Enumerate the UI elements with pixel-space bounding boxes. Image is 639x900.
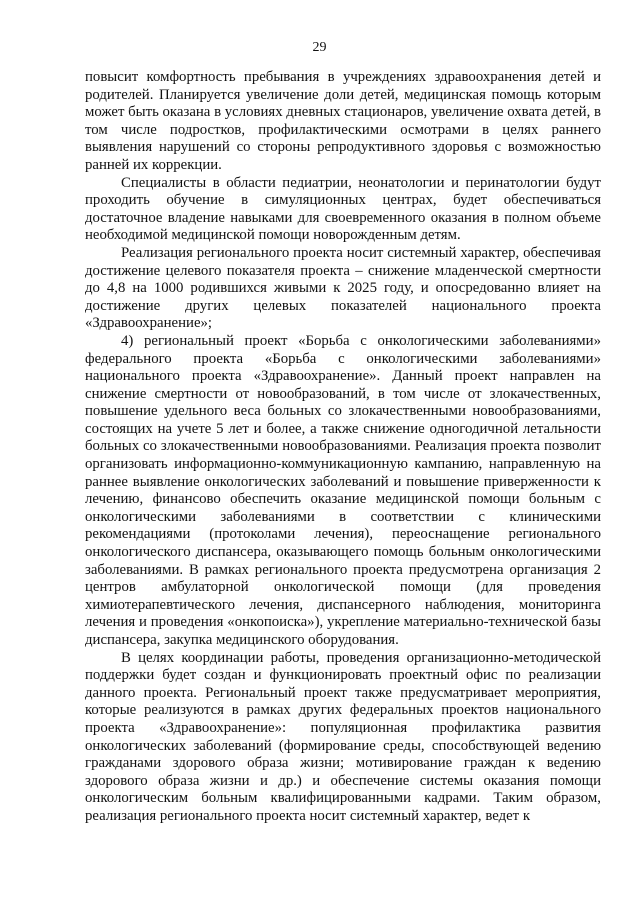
- document-body: [85, 69, 601, 826]
- paragraph-1: повысит комфортность пребывания в учреждениях здравоохранения детей и родителей. Планируется увеличение доли детей, медицинская помощь которым может быть оказана в условиях дневных стационаров, увеличение охвата детей, в том числе подростков, профилактическими осмотрами в целях раннего выявления нарушений со стороны репродуктивного здоровья с возможностью ранней их коррекции.: [85, 69, 601, 173]
- paragraph-2: Специалисты в области педиатрии, неонатологии и перинатологии будут проходить обучение в симуляционных центрах, будет обеспечиваться достаточное владение навыками для своевременного оказания в полном объеме необходимой медицинской помощи новорожденным детям.: [85, 174, 601, 244]
- page-number: 29: [312, 40, 327, 55]
- paragraph-4: 4) региональный проект «Борьба с онкологическими заболеваниями» федерального проекта «Борьба с онкологическими заболеваниями» национального проекта «Здравоохранение». Данный проект направлен на снижение смертности от новообразований, в том числе от злокачественных, повышение удельного веса больных со злокачественными новообразованиями, состоящих на учете 5 лет и более, а также снижение одногодичной летальности больных со злокачественными новообразованиями. Реализация проекта позволит организовать информационно-коммуникационную кампанию, направленную на раннее выявление онкологических заболеваний и повышение приверженности к лечению, финансово обеспечить оказание медицинской помощи больным с онкологическими заболеваниями в соответствии с клиническими рекомендациями (протоколами лечения), переоснащение регионального онкологического диспансера, оказывающего помощь больным онкологическими заболеваниями. В рамках регионального проекта предусмотрена организация 2 центров амбулаторной онкологической помощи (для проведения химиотерапевтического лечения, диспансерного наблюдения, мониторинга лечения и проведения «онкопоиска»), укрепление материально-технической базы диспансера, закупка медицинского оборудования.: [85, 332, 601, 648]
- paragraph-5: В целях координации работы, проведения организационно-методической поддержки будет создан и функционировать проектный офис по реализации данного проекта. Региональный проект также предусматривает мероприятия, которые реализуются в рамках других федеральных проектов национального проекта «Здравоохранение»: популяционная профилактика развития онкологических заболеваний (формирование среды, способствующей ведению гражданами здорового образа жизни; мотивирование граждан к ведению здорового образа жизни и др.) и обеспечение системы оказания помощи онкологическим больным квалифицированными кадрами. Таким образом, реализация регионального проекта носит системный характер, ведет к: [85, 649, 601, 824]
- paragraph-3: Реализация регионального проекта носит системный характер, обеспечивая достижение целевого показателя проекта – снижение младенческой смертности до 4,8 на 1000 родившихся живыми к 2025 году, и опосредованно влияет на достижение других целевых показателей национального проекта «Здравоохранение»;: [85, 244, 601, 332]
